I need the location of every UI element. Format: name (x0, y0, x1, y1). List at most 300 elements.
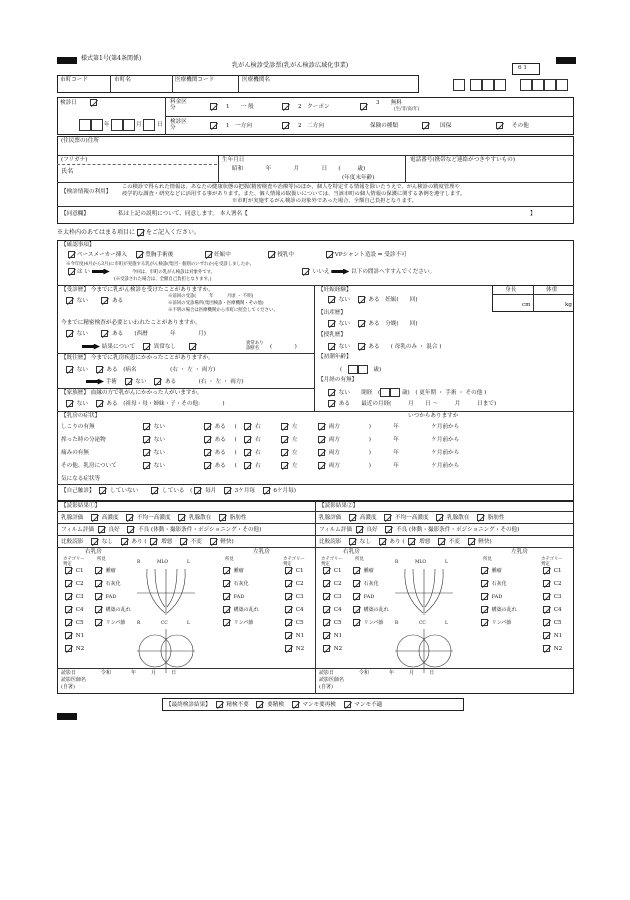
no-check[interactable] (302, 268, 309, 275)
family-none-check[interactable] (66, 400, 73, 407)
finding-left: 腫瘤 (479, 567, 529, 575)
finding-right-check[interactable] (95, 593, 102, 600)
phone-label: 電話番号(携帯など連絡がつきやすいもの) (410, 157, 516, 163)
compare-same-check[interactable] (438, 538, 445, 545)
lactation-none-check[interactable] (328, 343, 335, 350)
year-label: 年 (104, 122, 110, 128)
category-label: カテゴリー判定 (321, 557, 343, 568)
category-left: C2 (283, 580, 304, 587)
finding-left-check[interactable] (481, 606, 488, 613)
menses-none: ない 閉経 ( 歳) ( 更年期 ・ 手術 ・ その他 ) (326, 388, 486, 397)
symptom-both-check[interactable] (318, 436, 325, 443)
inst-name-label: 医療機関名 (242, 77, 270, 83)
category-left: N2 (283, 645, 304, 652)
kg-unit: kg (565, 302, 572, 308)
menses-label: 【月経の有無】 (318, 377, 358, 383)
symptom-both-check[interactable] (318, 449, 325, 456)
finding-right-check[interactable] (95, 580, 102, 587)
finding-left: 石灰化 (221, 580, 271, 588)
height-label: 身長 (505, 287, 517, 293)
fee-label: 料金区分 (170, 99, 187, 112)
yes-check[interactable] (68, 268, 75, 275)
symptoms-since: いつからありますか (408, 413, 459, 419)
film-bad-check[interactable] (127, 526, 134, 533)
compare-with-check[interactable] (379, 538, 386, 545)
cat-right-check[interactable] (323, 606, 330, 613)
city-code-label: 市町コード (60, 77, 88, 83)
compare-none-check[interactable] (91, 538, 98, 545)
cat-left-check[interactable] (285, 645, 292, 652)
finding-left-check[interactable] (223, 606, 230, 613)
finding-label: 所見 (483, 557, 492, 562)
confirm-note-3: (※受診された場合は、全額自己負担となります。) (114, 277, 212, 282)
cat-right-check[interactable] (323, 593, 330, 600)
pregnancy-yes-check[interactable] (358, 296, 365, 303)
symptom-yes-check[interactable] (204, 423, 211, 430)
symptom-right-check[interactable] (244, 423, 251, 430)
other-insurance-check[interactable] (496, 122, 503, 129)
reading-label: 【読影結果①】 (61, 503, 101, 509)
info-use-label: 【検診情報の利用】 (61, 189, 112, 195)
nhi-check[interactable] (422, 122, 429, 129)
date-box[interactable] (123, 119, 135, 131)
finding-left: 構築の乱れ (479, 606, 529, 614)
category-right: N1 (63, 632, 84, 639)
density-4-check[interactable] (219, 514, 226, 521)
left-breast-label: 左乳房 (253, 549, 270, 555)
cat-right-check[interactable] (323, 619, 330, 626)
finding-right: リンパ節 (93, 619, 131, 627)
history-none-check[interactable] (66, 297, 73, 304)
left-breast-label: 左乳房 (511, 549, 528, 555)
film-good-check[interactable] (98, 526, 105, 533)
info-use-text-3: ※市町が実施するがん検診の対象外であった場合、全額自己負担となります。 (232, 198, 417, 204)
lactation-options: ない ある ( 母乳のみ ・ 混合 ) (326, 343, 441, 350)
cat-right-check[interactable] (323, 567, 330, 574)
confirm-note-1: ※今年度(4月から3月)に市町が実施する乳がん検診(集団・個別のいずれか)を受診しましたか。 (66, 262, 255, 267)
cat-right-check[interactable] (323, 645, 330, 652)
category-left: N1 (283, 632, 304, 639)
type-two: 2 二方向 (298, 123, 324, 129)
category-right: C5 (321, 619, 342, 626)
abnormal-label: 異常あり 診断名 (246, 341, 264, 352)
category-right: C4 (63, 606, 84, 613)
finding-left-check[interactable] (223, 567, 230, 574)
date-box[interactable] (143, 119, 155, 131)
finding-right-check[interactable] (95, 567, 102, 574)
finding-right: リンパ節 (351, 619, 389, 627)
finding-left-check[interactable] (223, 593, 230, 600)
cat-left-check[interactable] (543, 645, 550, 652)
reader-name: 読影医師名 (61, 677, 87, 683)
finding-right-check[interactable] (353, 567, 360, 574)
finding-left-check[interactable] (223, 619, 230, 626)
reader-sign: (自署) (319, 684, 333, 690)
finding-right: FAD (93, 593, 131, 601)
mammo-l2: L (445, 621, 448, 626)
finding-left-check[interactable] (481, 619, 488, 626)
date-box[interactable] (111, 119, 123, 131)
code-box[interactable] (453, 79, 465, 91)
city-name-label: 市町名 (114, 77, 131, 83)
finding-right-check[interactable] (95, 619, 102, 626)
finding-right: 石灰化 (351, 580, 389, 588)
past-yes-check[interactable] (96, 366, 103, 373)
cat-right-check[interactable] (65, 632, 72, 639)
cat-left-check[interactable] (285, 567, 292, 574)
mammo-l: L (445, 560, 448, 565)
mammo-cc: CC (161, 621, 168, 626)
symptom-row: しこりの有無 ない ある ( 右 左 両方 ) 年 ケ月前から (61, 424, 460, 430)
category-label: カテゴリー判定 (63, 557, 85, 568)
finding-left: FAD (221, 593, 271, 601)
cat-right-check[interactable] (65, 593, 72, 600)
family-label: 【家族歴】 血縁の方で乳がんにかかった人がいますか。 (61, 390, 203, 396)
compare-inc-check[interactable] (408, 538, 415, 545)
category-right: C2 (63, 580, 84, 587)
finding-left-check[interactable] (481, 593, 488, 600)
cat-right-check[interactable] (323, 632, 330, 639)
breast-surgery-check[interactable] (136, 251, 143, 258)
category-right: C4 (321, 606, 342, 613)
category-right: C1 (321, 567, 342, 574)
insurance-label: 保険の種類 (370, 123, 398, 129)
cat-left-check[interactable] (285, 619, 292, 626)
symptom-yes-check[interactable] (204, 436, 211, 443)
self-monthly-check[interactable] (194, 487, 201, 494)
fee-free-check[interactable] (360, 103, 367, 110)
symptom-row: その他、乳房について ない ある ( 右 左 両方 ) 年 ケ月前から (61, 463, 460, 469)
finding-label: 所見 (225, 557, 234, 562)
type-label: 検診区分 (170, 119, 187, 132)
day-label: 日 (157, 122, 163, 128)
finding-right-check[interactable] (353, 593, 360, 600)
cat-left-check[interactable] (543, 567, 550, 574)
mammo-l: L (187, 560, 190, 565)
compare-inc-check[interactable] (150, 538, 157, 545)
mammo-r2: R (395, 621, 399, 626)
mammo-mlo: MLO (157, 560, 169, 565)
history-note-1: ※前回の受診( 年 月頃 ・ 不明) (168, 294, 254, 299)
cat-right-check[interactable] (323, 580, 330, 587)
finding-right: 腫瘤 (351, 567, 389, 575)
category-left: C3 (283, 593, 304, 600)
fee-coupon-check[interactable] (282, 103, 289, 110)
surgery-yes-check[interactable] (154, 378, 161, 385)
menses-none-check[interactable] (328, 389, 335, 396)
compare-none-check[interactable] (349, 538, 356, 545)
name-label: 氏名 (61, 168, 74, 175)
exam-date-check[interactable] (90, 99, 97, 106)
confirm-no: いいえ 以下の問診へすすんでください。 (300, 268, 435, 275)
density-2-check[interactable] (126, 514, 133, 521)
cat-left-check[interactable] (543, 593, 550, 600)
reader-sign: (自署) (61, 684, 75, 690)
menses-yes-check[interactable] (328, 400, 335, 407)
detail-question: 今までに精密検査が必要といわれたことがありますか。 (61, 320, 201, 326)
final-unsuitable-check[interactable] (344, 701, 351, 708)
compare-row: 比較読影 なし あり ( 増悪 不変 軽快) (319, 539, 492, 545)
symptom-left-check[interactable] (281, 449, 288, 456)
family-options: ない ある (祖母・母・姉妹・子・その他: ) (64, 400, 225, 407)
reader-date: 読影日 令和 年 月 日 (319, 670, 435, 676)
nursing-check[interactable] (268, 251, 275, 258)
finding-left: FAD (479, 593, 529, 601)
no-abnormal-check[interactable] (143, 343, 150, 350)
cat-left-check[interactable] (285, 606, 292, 613)
cm-unit: cm (522, 302, 531, 308)
compare-with-check[interactable] (121, 538, 128, 545)
category-left: C5 (541, 619, 562, 626)
consent-label: 【同意欄】 (61, 211, 89, 217)
arrow-icon (82, 344, 100, 350)
diag-close: ( ) (270, 344, 297, 350)
symptom-left-check[interactable] (281, 462, 288, 469)
finding-label: 所見 (97, 557, 106, 562)
finding-right-check[interactable] (353, 606, 360, 613)
symptom-yes-check[interactable] (204, 462, 211, 469)
final-detail-check[interactable] (256, 701, 263, 708)
symptom-left-check[interactable] (281, 423, 288, 430)
cat-left-check[interactable] (285, 593, 292, 600)
finding-right-check[interactable] (95, 606, 102, 613)
confirm-note-2: 今回は、市町の乳がん検診は対象外です。 (132, 270, 216, 275)
detail-yes-check[interactable] (101, 330, 108, 337)
surgery-none-check[interactable] (125, 378, 132, 385)
cat-left-check[interactable] (543, 580, 550, 587)
family-yes-check[interactable] (96, 400, 103, 407)
registration-mark (57, 57, 77, 64)
symptom-row: 搾った時の分泌物 ない ある ( 右 左 両方 ) 年 ケ月前から (61, 437, 460, 443)
mammo-cc: CC (419, 621, 426, 626)
finding-left-check[interactable] (223, 580, 230, 587)
category-left: C4 (283, 606, 304, 613)
right-breast-label: 右乳房 (85, 549, 102, 555)
delivery-none-check[interactable] (328, 320, 335, 327)
symptom-yes-check[interactable] (204, 449, 211, 456)
reading-label: 【読影結果②】 (319, 503, 359, 509)
type-one: 1 一方向 (226, 123, 252, 129)
info-use-text-1: この検診で得られた情報は、あなたの健康状態の把握(精密検査や治療等)のほか、個人を特定する情報を除いたうえで、がん検診の精度管理や (122, 184, 460, 190)
film-row: フィルム評価 良好 不良 (体動・撮影条件・ポジショニング・その他) (319, 527, 520, 533)
category-right: C2 (321, 580, 342, 587)
cat-left-check[interactable] (285, 632, 292, 639)
film-good-check[interactable] (356, 526, 363, 533)
finding-left-check[interactable] (481, 580, 488, 587)
confirm-items: ペースメーカー挿入 豊胸手術後 妊娠中 授乳中 VPシャント造設 ⇒ 受診不可 (66, 251, 407, 258)
cat-right-check[interactable] (65, 645, 72, 652)
mammo-r2: R (137, 621, 141, 626)
arrow-icon (331, 269, 349, 275)
pregnancy-label: 【妊娠経験】 (318, 287, 352, 293)
fee-general-check[interactable] (210, 103, 217, 110)
category-right: C3 (63, 593, 84, 600)
mammo-r: R (137, 560, 141, 565)
finding-right: 石灰化 (93, 580, 131, 588)
form-title: 乳がん検診受診票(乳がん検診広域化事業) (232, 62, 349, 69)
symptom-right-check[interactable] (244, 449, 251, 456)
menses-yes: ある 最近の月経( 月 日 〜 月 日まで) (326, 400, 496, 407)
month-label: 月 (136, 122, 142, 128)
number: 6 1 (518, 65, 527, 71)
type-one-check[interactable] (210, 122, 217, 129)
code-box[interactable] (482, 79, 494, 91)
category-left: C1 (541, 567, 562, 574)
density-3-check[interactable] (178, 514, 185, 521)
self-6m-check[interactable] (263, 487, 270, 494)
surgery-options: 手術 ない ある (右 ・ 左 ・ 両方) (86, 378, 244, 385)
reader-name: 読影医師名 (319, 677, 345, 683)
birth-date: 昭和 年 月 日 ( 歳) (232, 166, 366, 172)
film-bad-check[interactable] (385, 526, 392, 533)
fee-free: 3 無料 (生/非/高/年) (376, 100, 420, 113)
fee-coupon: 2 クーポン (298, 104, 330, 110)
symptom-none-check[interactable] (143, 462, 150, 469)
category-left: N2 (541, 645, 562, 652)
cat-right-check[interactable] (65, 567, 72, 574)
category-right: C3 (321, 593, 342, 600)
category-left: C4 (541, 606, 562, 613)
reader-date: 読影日 令和 年 月 日 (61, 670, 177, 676)
registration-mark (556, 57, 576, 64)
self-no-check[interactable] (99, 487, 106, 494)
finding-label: 所見 (355, 557, 364, 562)
code-box[interactable] (532, 79, 544, 91)
pregnant-check[interactable] (205, 251, 212, 258)
age-note: (年度末年齢) (342, 175, 375, 181)
finding-right: 構築の乱れ (351, 606, 389, 614)
confirm-label: 【確認事項】 (61, 242, 95, 248)
density-row: 乳腺評価 高濃度 不均一高濃度 乳腺散在 脂肪性 (319, 515, 505, 521)
abnormal-check[interactable] (189, 343, 196, 350)
code-box[interactable] (544, 79, 556, 91)
finding-left-check[interactable] (481, 567, 488, 574)
symptom-none-check[interactable] (143, 423, 150, 430)
finding-left: 石灰化 (479, 580, 529, 588)
symptom-both-check[interactable] (318, 423, 325, 430)
symptom-left-check[interactable] (281, 436, 288, 443)
type-two-check[interactable] (282, 122, 289, 129)
inst-code-label: 医療機関コード (175, 77, 215, 83)
detail-none-check[interactable] (66, 330, 73, 337)
density-1-check[interactable] (349, 514, 356, 521)
date-box[interactable] (91, 119, 103, 131)
weight-label: 体重 (546, 287, 558, 293)
finding-right-check[interactable] (353, 619, 360, 626)
menarche-label: 【初潮年齢】 (318, 354, 352, 360)
date-box[interactable] (79, 119, 91, 131)
code-box[interactable] (520, 79, 532, 91)
furigana-label: (フリガナ) (61, 157, 88, 163)
finding-right: 構築の乱れ (93, 606, 131, 614)
category-right: N1 (321, 632, 342, 639)
history-yes-check[interactable] (101, 297, 108, 304)
instruction: ※太枠内のあてはまる項目に をご記入ください。 (57, 229, 201, 236)
symptom-right-check[interactable] (244, 462, 251, 469)
symptom-none-check[interactable] (143, 449, 150, 456)
history-note-2: ※前回の受診場所(集団検診・医療機関・その他) (168, 301, 264, 306)
past-none-check[interactable] (66, 366, 73, 373)
history-note-3: ※不明の場合は医療機関から市町に照会してください。 (168, 308, 278, 313)
history-label: 【受診歴】 今までに乳がん検診を受けたことがありますか。 (61, 287, 214, 293)
arrow-icon (86, 379, 104, 385)
cat-left-check[interactable] (543, 619, 550, 626)
delivery-label: 【出産歴】 (318, 310, 346, 316)
category-left: C1 (283, 567, 304, 574)
density-3-check[interactable] (436, 514, 443, 521)
finding-right: 腫瘤 (93, 567, 131, 575)
past-label: 【既往歴】 今までに乳房疾患にかかったことがありますか。 (61, 355, 214, 361)
cat-left-check[interactable] (285, 580, 292, 587)
density-2-check[interactable] (384, 514, 391, 521)
category-right: C5 (63, 619, 84, 626)
self-3m-check[interactable] (224, 487, 231, 494)
film-row: フィルム評価 良好 不良 (体動・撮影条件・ポジショニング・その他) (61, 527, 262, 533)
pregnancy-none-check[interactable] (328, 296, 335, 303)
delivery-options: ない ある 分娩( 回) (326, 320, 418, 327)
finding-left: リンパ節 (479, 619, 529, 627)
finding-right-check[interactable] (353, 580, 360, 587)
history-options: ない ある (64, 297, 123, 304)
consent-close: 】 (530, 211, 536, 217)
compare-same-check[interactable] (180, 538, 187, 545)
symptom-right-check[interactable] (244, 436, 251, 443)
confirm-yes: は い (66, 268, 110, 275)
self-yes-check[interactable] (151, 487, 158, 494)
self-check: 【自己触診】 していない している ( 毎月 3ケ月毎 6ケ月毎) (61, 488, 296, 494)
compare-dec-check[interactable] (468, 538, 475, 545)
mammo-l2: L (187, 621, 190, 626)
code-box[interactable] (494, 79, 506, 91)
category-left: C5 (283, 619, 304, 626)
lactation-label: 【授乳歴】 (318, 332, 346, 338)
finding-left: 構築の乱れ (221, 606, 271, 614)
info-use-text-2: 疫学的な調査・研究などに活用する事があります。また、個人情報の取扱いについては、当該市町の個人情報の保護に関する条例を遵守します。 (122, 191, 466, 197)
compare-dec-check[interactable] (210, 538, 217, 545)
exam-date-label: 検診日 (60, 100, 77, 106)
cat-left-check[interactable] (543, 632, 550, 639)
birth-label: 生年月日 (222, 157, 245, 163)
pacemaker-check[interactable] (68, 251, 75, 258)
category-left: N1 (541, 632, 562, 639)
registration-mark (57, 713, 77, 720)
density-1-check[interactable] (91, 514, 98, 521)
code-box[interactable] (556, 79, 568, 91)
right-breast-label: 右乳房 (343, 549, 360, 555)
symptom-other-2: 気になる症状等 (61, 476, 101, 482)
cat-left-check[interactable] (543, 606, 550, 613)
density-4-check[interactable] (477, 514, 484, 521)
delivery-yes-check[interactable] (358, 320, 365, 327)
vp-shunt-check[interactable] (326, 251, 333, 258)
cat-right-check[interactable] (65, 580, 72, 587)
lactation-yes-check[interactable] (358, 343, 365, 350)
symptom-both-check[interactable] (318, 462, 325, 469)
pregnancy-options: ない ある 妊娠( 回) (326, 296, 418, 303)
category-right: N2 (63, 645, 84, 652)
consent-text: 私は上記の説明について、同意します。 本人署名【 (118, 211, 248, 217)
cat-right-check[interactable] (65, 606, 72, 613)
code-box[interactable] (470, 79, 482, 91)
final-recheck-check[interactable] (292, 701, 299, 708)
cat-right-check[interactable] (65, 619, 72, 626)
symptom-none-check[interactable] (143, 436, 150, 443)
final-no-check[interactable] (216, 701, 223, 708)
mlo-diagram (135, 567, 197, 617)
detail-options: ない ある (西暦 年 月) (64, 330, 206, 337)
form-number: 様式第1号(第4条関係) (81, 55, 142, 62)
address-label: (住民票の)住所 (61, 138, 99, 144)
